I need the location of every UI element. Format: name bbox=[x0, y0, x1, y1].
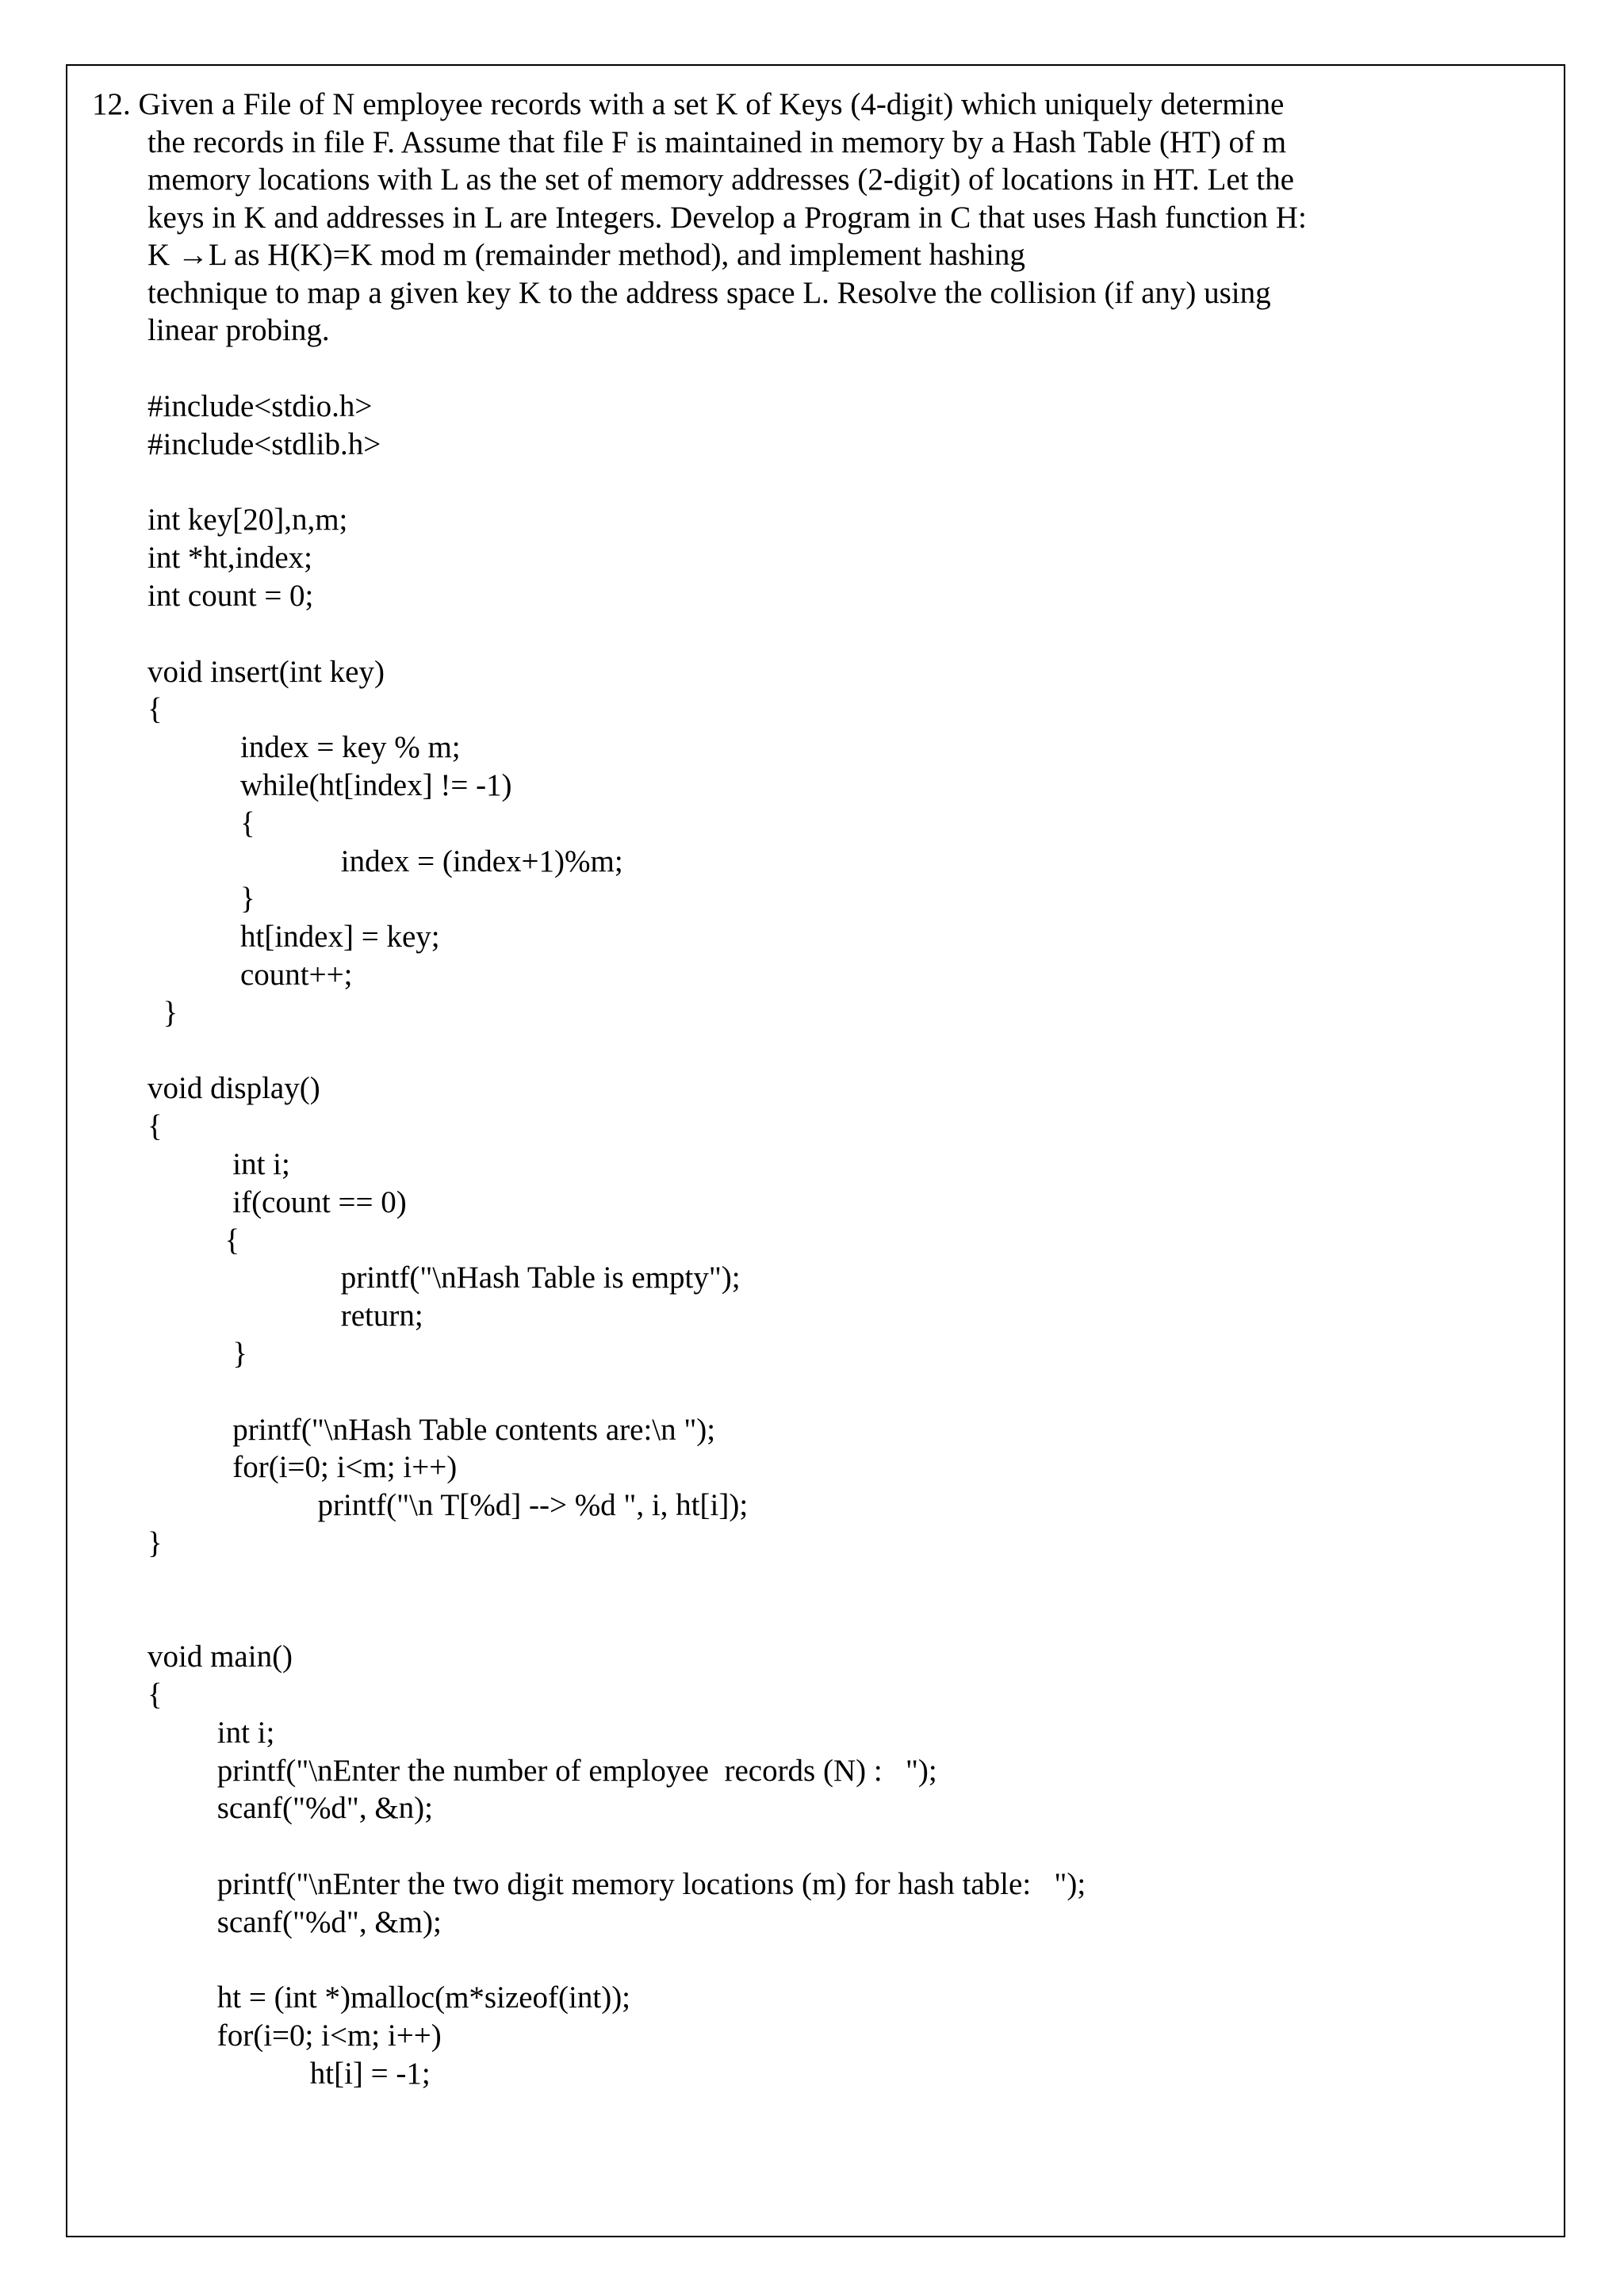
problem-line: 12. Given a File of N employee records with a set K of Keys (4-digit) which uniquely determine bbox=[92, 87, 1285, 121]
problem-line: K →L as H(K)=K mod m (remainder method), and implement hashing bbox=[147, 238, 1025, 272]
code-line bbox=[147, 1601, 1496, 1639]
code-line: index = (index+1)%m; bbox=[147, 844, 623, 878]
code-line: for(i=0; i<m; i++) bbox=[147, 1450, 458, 1485]
code-line: { bbox=[147, 692, 163, 727]
problem-line: technique to map a given key K to the address space L. Resolve the collision (if any) using bbox=[147, 275, 1271, 310]
code-line: scanf("%d", &m); bbox=[147, 1904, 442, 1939]
code-line: #include<stdlib.h> bbox=[147, 427, 381, 461]
code-line: int i; bbox=[147, 1715, 275, 1750]
code-line: { bbox=[147, 1109, 163, 1144]
code-line bbox=[147, 464, 1496, 502]
code-line: { bbox=[147, 1223, 240, 1257]
code-line: } bbox=[147, 995, 178, 1030]
code-line: scanf("%d", &n); bbox=[147, 1791, 434, 1826]
code-line bbox=[147, 1032, 1496, 1070]
code-line: printf("\nEnter the number of employee records (N) : "); bbox=[147, 1753, 937, 1788]
code-line bbox=[147, 1373, 1496, 1411]
code-line: } bbox=[147, 1525, 163, 1560]
code-line: void display() bbox=[147, 1071, 320, 1106]
code-line: if(count == 0) bbox=[147, 1184, 407, 1219]
code-line: void insert(int key) bbox=[147, 654, 385, 689]
code-line: index = key % m; bbox=[147, 730, 461, 765]
code-line: #include<stdio.h> bbox=[147, 389, 373, 423]
problem-line: the records in file F. Assume that file F is maintained in memory by a Hash Table (HT) of m bbox=[147, 124, 1287, 159]
code-line: while(ht[index] != -1) bbox=[147, 767, 512, 802]
code-line: count++; bbox=[147, 957, 353, 992]
code-line: { bbox=[147, 1678, 163, 1712]
code-line: ht[index] = key; bbox=[147, 920, 440, 955]
code-line bbox=[147, 1563, 1496, 1601]
code-line: printf("\nHash Table contents are:\n "); bbox=[147, 1412, 716, 1447]
code-line bbox=[147, 1942, 1496, 1980]
code-line: ht = (int *)malloc(m*sizeof(int)); bbox=[147, 1980, 631, 2015]
code-line: printf("\nEnter the two digit memory locations (m) for hash table: "); bbox=[147, 1867, 1086, 1902]
code-line: ht[i] = -1; bbox=[147, 2057, 431, 2091]
code-line bbox=[147, 615, 1496, 653]
code-line: int key[20],n,m; bbox=[147, 503, 348, 538]
code-line bbox=[147, 1827, 1496, 1866]
code-line: int i; bbox=[147, 1146, 290, 1181]
code-line: printf("\nHash Table is empty"); bbox=[147, 1261, 741, 1295]
code-line: int *ht,index; bbox=[147, 541, 312, 576]
problem-line: memory locations with L as the set of memory addresses (2-digit) of locations in HT. Let the bbox=[147, 163, 1294, 197]
problem-line: linear probing. bbox=[147, 313, 330, 347]
code-line: printf("\n T[%d] --> %d ", i, ht[i]); bbox=[147, 1488, 749, 1523]
code-line: void main() bbox=[147, 1640, 293, 1674]
code-line: int count = 0; bbox=[147, 578, 314, 613]
problem-line: keys in K and addresses in L are Integers. Develop a Program in C that uses Hash function H: bbox=[147, 200, 1307, 235]
code-line: } bbox=[147, 1336, 247, 1371]
code-line: for(i=0; i<m; i++) bbox=[147, 2019, 442, 2053]
code-line: { bbox=[147, 806, 255, 840]
code-line: return; bbox=[147, 1299, 423, 1334]
code-listing bbox=[147, 388, 1496, 2093]
code-line: } bbox=[147, 882, 255, 916]
problem-statement bbox=[92, 86, 1424, 350]
